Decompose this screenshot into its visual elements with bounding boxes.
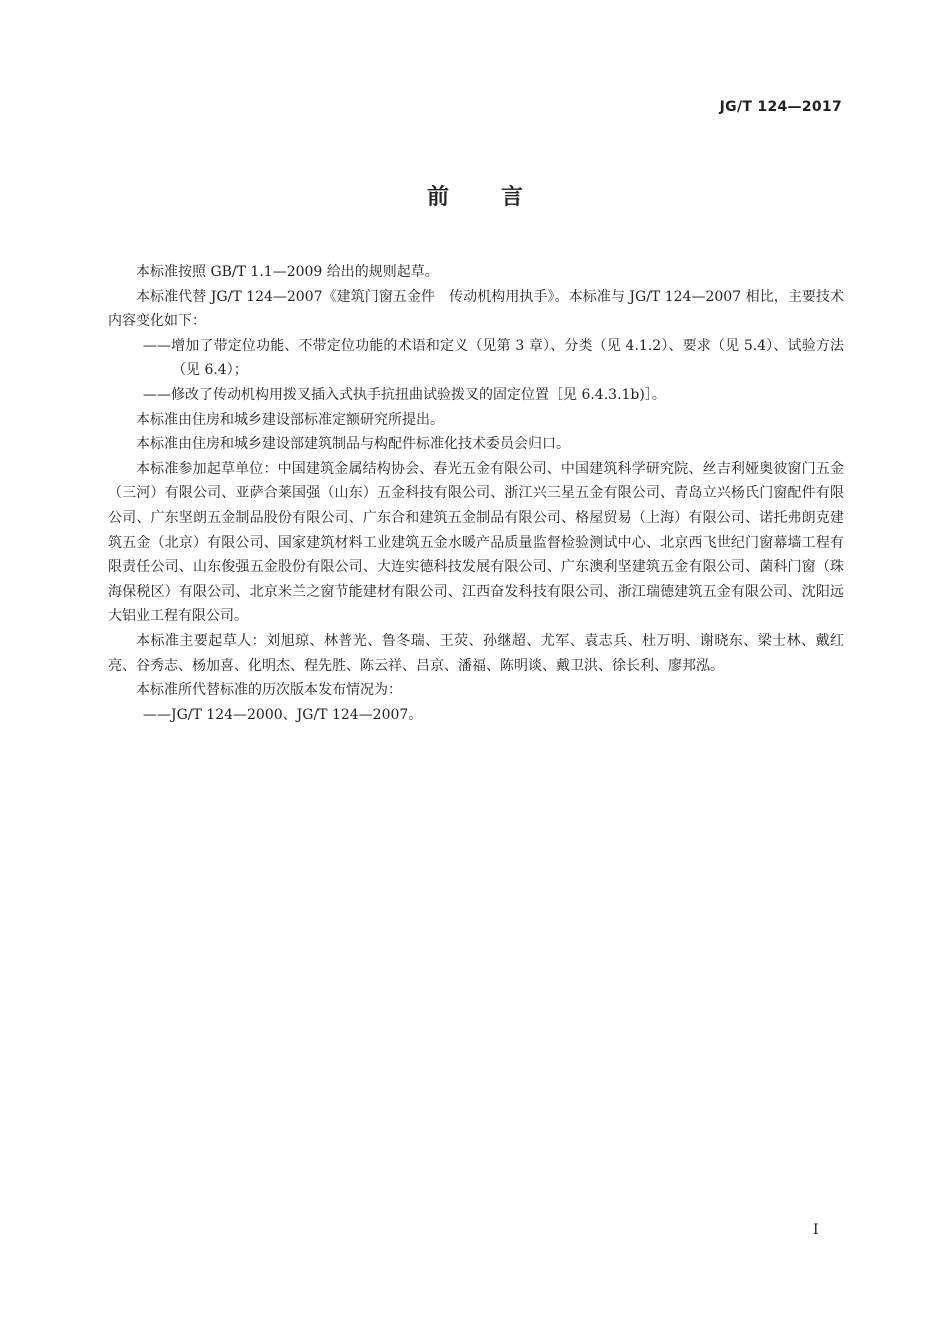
- paragraph-drafting-units: 本标准参加起草单位：中国建筑金属结构协会、春光五金有限公司、中国建筑科学研究院、丝吉利娅奥彼窗门五金（三河）有限公司、亚萨合莱国强（山东）五金科技有限公司、浙江兴三星五金有限公司、青岛立兴杨氏门窗配件有限公司、广东坚朗五金制品股份有限公司、广东合和建筑五金制品有限公司、格屋贸易（上海）有限公司、诺托弗朗克建筑五金（北京）有限公司、国家建筑材料工业建筑五金水暖产品质量监督检验测试中心、北京西飞世纪门窗幕墙工程有限责任公司、山东俊强五金股份有限公司、大连实德科技发展有限公司、广东澳利坚建筑五金有限公司、菌科门窗（珠海保税区）有限公司、北京米兰之窗节能建材有限公司、江西奋发科技有限公司、浙江瑞德建筑五金有限公司、沈阳远大铝业工程有限公司。: [108, 460, 844, 625]
- page-number: I: [813, 1222, 819, 1238]
- paragraph-previous-editions: 本标准所代替标准的历次版本发布情况为：: [136, 682, 402, 699]
- change-item-added: ——增加了带定位功能、不带定位功能的术语和定义（见第 3 章）、分类（见 4.1.2）、要求（见 5.4）、试验方法（见 6.4）；: [143, 337, 844, 379]
- paragraph-drafting-rules: 本标准按照 GB/T 1.1—2009 给出的规则起草。: [136, 264, 439, 280]
- paragraph-under-jurisdiction: 本标准由住房和城乡建设部建筑制品与构配件标准化技术委员会归口。: [136, 436, 570, 453]
- standard-code: JG/T 124—2017: [719, 99, 842, 115]
- previous-editions-list: ——JG/T 124—2000、JG/T 124—2007。: [143, 706, 423, 723]
- paragraph-drafters: 本标准主要起草人：刘旭琼、林普光、鲁冬瑞、王荧、孙继超、尤军、袁志兵、杜万明、谢晓东、梁士林、戴红亮、谷秀志、杨加喜、化明杰、程先胜、陈云祥、吕京、潘福、陈明谈、戴卫洪、徐长利、廖邦泓。: [108, 632, 844, 674]
- foreword-body: [108, 260, 844, 727]
- paragraph-proposed-by: 本标准由住房和城乡建设部标准定额研究所提出。: [136, 411, 444, 428]
- page-title: 前言: [426, 185, 575, 210]
- paragraph-replacement: 本标准代替 JG/T 124—2007《建筑门窗五金件 传动机构用执手》。本标准与 JG/T 124—2007 相比，主要技术内容变化如下：: [108, 288, 844, 330]
- change-item-modified: ——修改了传动机构用拨叉插入式执手抗扭曲试验拨叉的固定位置［见 6.4.3.1b)］。: [143, 386, 666, 403]
